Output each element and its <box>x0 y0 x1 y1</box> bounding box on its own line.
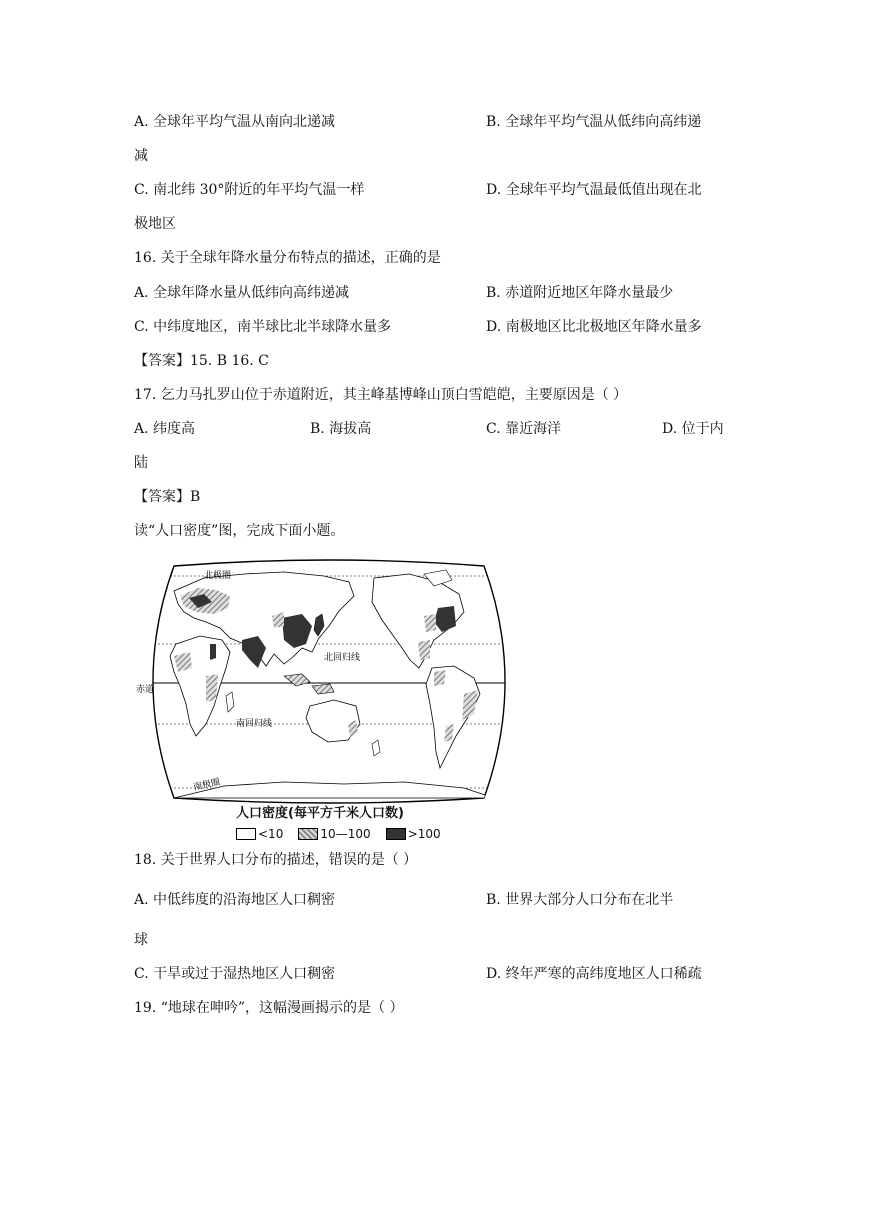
q16-option-d: D. 南极地区比北极地区年降水量多 <box>486 319 702 335</box>
q15-option-d: D. 全球年平均气温最低值出现在北 <box>486 182 702 198</box>
legend-swatch-mid <box>298 828 318 840</box>
arctic-circle-label: 北极圈 <box>204 571 232 581</box>
q17-option-d: D. 位于内 <box>662 421 724 437</box>
map-legend <box>236 805 536 842</box>
q17-stem: 17. 乞力马扎罗山位于赤道附近，其主峰基博峰山顶白雪皑皑，主要原因是（ ） <box>134 387 628 403</box>
legend-label-mid: 10—100 <box>320 826 371 841</box>
population-density-map <box>134 556 524 806</box>
q15-option-c: C. 南北纬 30°附近的年平均气温一样 <box>134 182 365 198</box>
answer-17: 【答案】B <box>134 489 201 505</box>
q18-option-c: C. 干旱或过于湿热地区人口稠密 <box>134 966 336 982</box>
legend-swatch-high <box>386 828 406 840</box>
q15-option-a-wrap: 减 <box>134 148 148 164</box>
legend-item-low <box>236 826 283 842</box>
q15-option-d-wrap: 极地区 <box>134 216 176 232</box>
legend-label-low: <10 <box>258 826 284 841</box>
legend-label-high: >100 <box>407 826 441 841</box>
q18-stem: 18. 关于世界人口分布的描述，错误的是（ ） <box>134 852 418 868</box>
legend-item-mid <box>298 826 370 842</box>
q18-option-b: B. 世界大部分人口分布在北半 <box>486 892 674 908</box>
q18-option-b-wrap: 球 <box>134 932 148 948</box>
q16-option-a: A. 全球年降水量从低纬向高纬递减 <box>134 285 350 301</box>
legend-item-high <box>386 826 441 842</box>
q16-option-b: B. 赤道附近地区年降水量最少 <box>486 285 674 301</box>
q16-option-c: C. 中纬度地区，南半球比北半球降水量多 <box>134 319 392 335</box>
answer-15-16: 【答案】15. B 16. C <box>134 353 269 369</box>
nile-density <box>210 644 216 660</box>
q17-option-d-wrap: 陆 <box>134 455 148 471</box>
tropic-capricorn-label: 南回归线 <box>236 719 273 729</box>
q17-option-b: B. 海拔高 <box>310 421 372 437</box>
map-intro: 读“人口密度”图，完成下面小题。 <box>134 523 345 539</box>
q19-stem: 19. “地球在呻吟”，这幅漫画揭示的是（ ） <box>134 1000 404 1016</box>
legend-title: 人口密度(每平方千米人口数) <box>236 806 404 821</box>
q17-option-c: C. 靠近海洋 <box>486 421 562 437</box>
q16-stem: 16. 关于全球年降水量分布特点的描述，正确的是 <box>134 250 441 266</box>
q15-option-a: A. 全球年平均气温从南向北递减 <box>134 114 336 130</box>
q15-option-b: B. 全球年平均气温从低纬向高纬递 <box>486 114 702 130</box>
q17-option-a: A. 纬度高 <box>134 421 196 437</box>
tropic-cancer-label: 北回归线 <box>324 653 361 663</box>
q18-option-a: A. 中低纬度的沿海地区人口稠密 <box>134 892 336 908</box>
antarctic-circle-label: 南极圈 <box>192 777 222 793</box>
equator-label: 赤道 <box>136 685 155 695</box>
legend-swatch-low <box>236 828 256 840</box>
q18-option-d: D. 终年严寒的高纬度地区人口稀疏 <box>486 966 702 982</box>
